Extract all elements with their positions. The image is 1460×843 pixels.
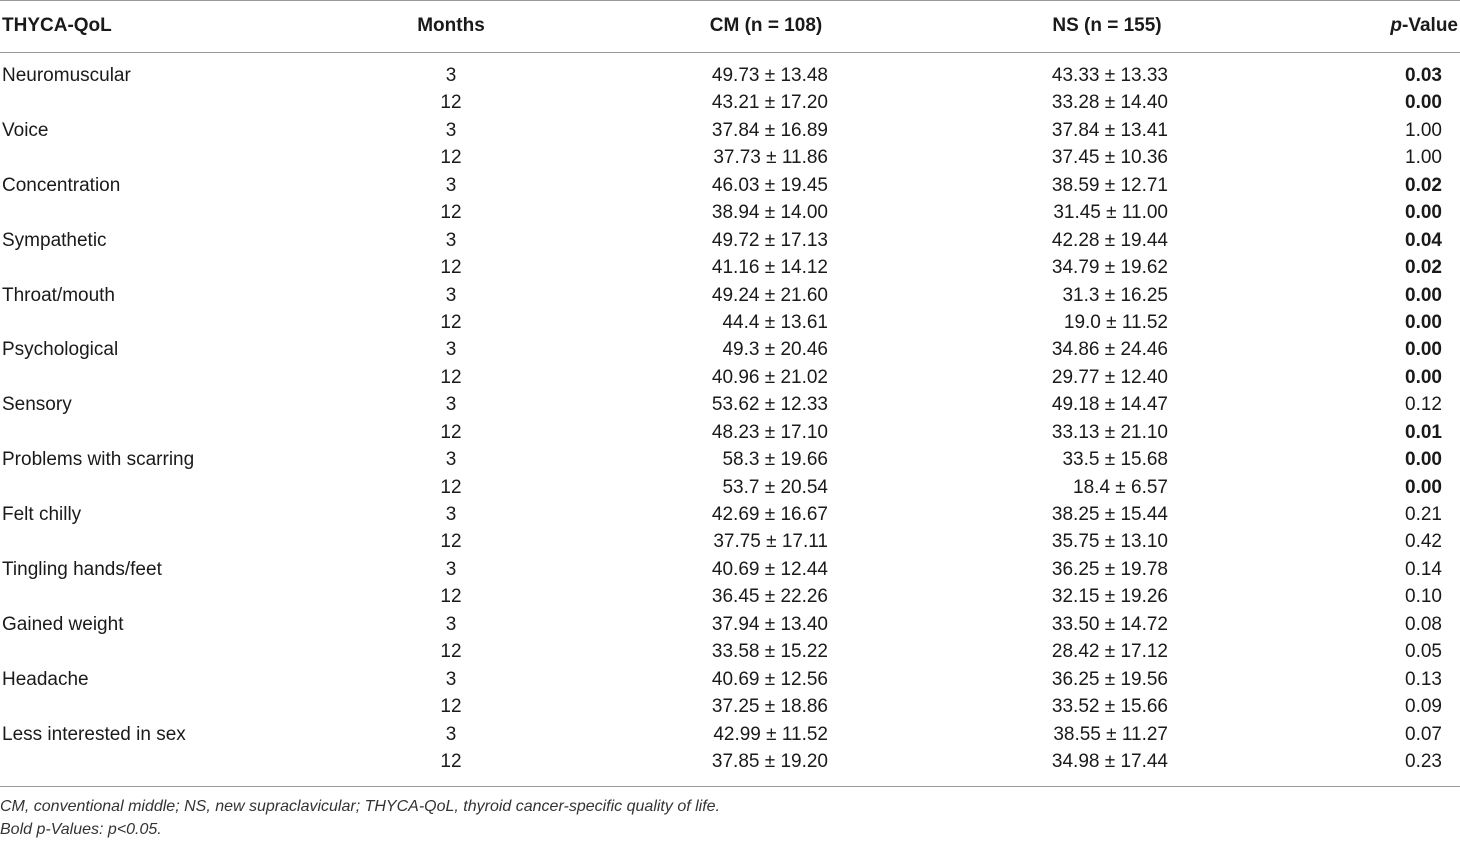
cell-ns: 38.55 ± 11.27	[1053, 723, 1168, 745]
cell-ns: 28.42 ± 17.12	[1051, 641, 1168, 663]
header-p-rest: -Value	[1402, 15, 1458, 36]
cell-cm: 33.58 ± 15.22	[711, 641, 828, 663]
cell-ns: 42.28 ± 19.44	[1051, 229, 1168, 251]
cell-cm: 37.75 ± 17.11	[713, 531, 828, 553]
cell-p-value: 0.03	[1405, 65, 1442, 86]
cell-p-value: 0.04	[1405, 229, 1442, 251]
cell-measure: Sympathetic	[2, 229, 107, 251]
cell-ns: 34.79 ± 19.62	[1051, 257, 1168, 279]
cell-p-value: 0.42	[1405, 531, 1442, 553]
cell-p-value: 0.00	[1405, 311, 1442, 333]
cell-cm: 38.94 ± 14.00	[711, 202, 828, 224]
cell-months: 12	[440, 531, 462, 553]
table-row	[0, 556, 1460, 583]
cell-months: 12	[440, 257, 462, 279]
cell-cm: 37.84 ± 16.89	[711, 119, 828, 141]
cell-months: 3	[445, 119, 457, 141]
cell-p-value: 1.00	[1405, 119, 1442, 141]
cell-p-value: 0.02	[1405, 174, 1442, 196]
table-row	[0, 446, 1460, 473]
cell-months: 3	[445, 339, 457, 361]
cell-measure: Psychological	[2, 339, 119, 361]
cell-months: 3	[445, 449, 457, 471]
cell-cm: 37.85 ± 19.20	[711, 750, 828, 772]
cell-cm: 42.99 ± 11.52	[713, 723, 828, 745]
cell-months: 3	[445, 229, 457, 251]
cell-ns: 34.86 ± 24.46	[1051, 339, 1168, 361]
cell-cm: 37.73 ± 11.86	[713, 147, 828, 169]
cell-p-value: 0.12	[1405, 394, 1442, 416]
cell-months: 3	[445, 668, 457, 690]
cell-cm: 49.73 ± 13.48	[711, 65, 828, 86]
cell-cm: 40.69 ± 12.56	[711, 668, 828, 690]
table-row	[0, 282, 1460, 309]
cell-cm: 53.62 ± 12.33	[711, 394, 828, 416]
cell-ns: 29.77 ± 12.40	[1051, 366, 1168, 388]
cell-measure: Concentration	[2, 174, 121, 196]
cell-p-value: 0.14	[1405, 558, 1442, 580]
table-row	[0, 528, 1460, 555]
cell-ns: 49.18 ± 14.47	[1051, 394, 1168, 416]
footnote-significance: Bold p-Values: p<0.05.	[0, 821, 162, 838]
cell-months: 12	[440, 366, 462, 388]
cell-p-value: 0.02	[1405, 257, 1442, 279]
cell-cm: 37.25 ± 18.86	[711, 696, 828, 718]
cell-months: 3	[445, 723, 457, 745]
table-row	[0, 501, 1460, 528]
cell-cm: 46.03 ± 19.45	[711, 174, 828, 196]
cell-ns: 33.52 ± 15.66	[1051, 696, 1168, 718]
cell-months: 12	[440, 147, 462, 169]
table-row	[0, 227, 1460, 254]
cell-months: 3	[445, 558, 457, 580]
cell-ns: 33.50 ± 14.72	[1051, 613, 1168, 635]
cell-cm: 36.45 ± 22.26	[711, 586, 828, 608]
cell-p-value: 0.00	[1405, 449, 1442, 471]
cell-months: 12	[440, 311, 462, 333]
table-row	[0, 117, 1460, 144]
cell-p-value: 0.00	[1405, 366, 1442, 388]
cell-cm: 49.24 ± 21.60	[711, 284, 828, 306]
table-header	[0, 0, 1460, 52]
cell-ns: 18.4 ± 6.57	[1073, 476, 1168, 498]
cell-cm: 41.16 ± 14.12	[711, 257, 828, 279]
table-row	[0, 364, 1460, 391]
cell-p-value: 0.10	[1405, 586, 1442, 608]
header-measure: THYCA-QoL	[2, 15, 112, 36]
table-row	[0, 89, 1460, 116]
table-header-rule	[0, 52, 1460, 53]
table-row	[0, 474, 1460, 501]
table-row	[0, 144, 1460, 171]
cell-p-value: 0.13	[1405, 668, 1442, 690]
table-row	[0, 693, 1460, 720]
cell-cm: 37.94 ± 13.40	[711, 613, 828, 635]
cell-measure: Voice	[2, 119, 49, 141]
cell-measure: Sensory	[2, 394, 72, 416]
cell-ns: 37.45 ± 10.36	[1051, 147, 1168, 169]
cell-months: 12	[440, 641, 462, 663]
header-months: Months	[417, 15, 485, 36]
cell-p-value: 0.07	[1405, 723, 1442, 745]
cell-cm: 49.72 ± 17.13	[711, 229, 828, 251]
table-row	[0, 638, 1460, 665]
cell-cm: 53.7 ± 20.54	[722, 476, 828, 498]
table-row	[0, 666, 1460, 693]
cell-p-value: 0.05	[1405, 641, 1442, 663]
header-ns-group: NS (n = 155)	[1052, 15, 1162, 36]
table-row	[0, 748, 1460, 775]
table-body	[0, 62, 1460, 775]
cell-months: 12	[440, 92, 462, 114]
cell-measure: Neuromuscular	[2, 65, 131, 86]
cell-ns: 33.5 ± 15.68	[1062, 449, 1168, 471]
cell-cm: 43.21 ± 17.20	[711, 92, 828, 114]
cell-ns: 37.84 ± 13.41	[1051, 119, 1168, 141]
header-cm-group: CM (n = 108)	[709, 15, 823, 36]
cell-measure: Less interested in sex	[2, 723, 186, 745]
cell-months: 3	[445, 504, 457, 525]
table-row	[0, 62, 1460, 89]
table-row	[0, 583, 1460, 610]
cell-measure: Felt chilly	[2, 504, 82, 525]
cell-cm: 40.69 ± 12.44	[711, 558, 828, 580]
cell-cm: 40.96 ± 21.02	[711, 366, 828, 388]
cell-ns: 34.98 ± 17.44	[1051, 750, 1168, 772]
table-row	[0, 254, 1460, 281]
cell-ns: 38.59 ± 12.71	[1051, 174, 1168, 196]
cell-months: 12	[440, 421, 462, 443]
cell-p-value: 0.21	[1405, 504, 1442, 525]
cell-p-value: 0.00	[1405, 339, 1442, 361]
header-p-value	[1390, 15, 1458, 37]
cell-months: 12	[440, 476, 462, 498]
table-row	[0, 172, 1460, 199]
cell-months: 3	[445, 284, 457, 306]
cell-ns: 43.33 ± 13.33	[1051, 65, 1168, 86]
cell-measure: Problems with scarring	[2, 449, 195, 471]
cell-measure: Tingling hands/feet	[2, 558, 162, 580]
table-row	[0, 419, 1460, 446]
cell-p-value: 1.00	[1405, 147, 1442, 169]
cell-p-value: 0.00	[1405, 92, 1442, 114]
cell-p-value: 0.00	[1405, 476, 1442, 498]
cell-p-value: 0.09	[1405, 696, 1442, 718]
cell-p-value: 0.23	[1405, 750, 1442, 772]
cell-ns: 19.0 ± 11.52	[1063, 311, 1168, 333]
cell-months: 3	[445, 613, 457, 635]
cell-p-value: 0.01	[1405, 421, 1442, 443]
cell-months: 12	[440, 202, 462, 224]
table-row	[0, 391, 1460, 418]
cell-ns: 31.45 ± 11.00	[1053, 202, 1168, 224]
cell-months: 3	[445, 174, 457, 196]
cell-months: 3	[445, 65, 457, 86]
cell-cm: 58.3 ± 19.66	[722, 449, 828, 471]
cell-measure: Throat/mouth	[2, 284, 115, 306]
cell-months: 3	[445, 394, 457, 416]
cell-ns: 36.25 ± 19.78	[1051, 558, 1168, 580]
cell-ns: 33.13 ± 21.10	[1051, 421, 1168, 443]
table-row	[0, 199, 1460, 226]
cell-ns: 33.28 ± 14.40	[1051, 92, 1168, 114]
header-p-italic: p	[1390, 15, 1403, 36]
cell-cm: 49.3 ± 20.46	[722, 339, 828, 361]
cell-p-value: 0.08	[1405, 613, 1442, 635]
table-row	[0, 721, 1460, 748]
cell-cm: 48.23 ± 17.10	[711, 421, 828, 443]
cell-months: 12	[440, 750, 462, 772]
cell-p-value: 0.00	[1405, 284, 1442, 306]
footnote-abbreviations: CM, conventional middle; NS, new supraclavicular; THYCA-QoL, thyroid cancer-specific quality of life.	[0, 798, 720, 815]
cell-cm: 42.69 ± 16.67	[711, 504, 828, 525]
cell-ns: 32.15 ± 19.26	[1051, 586, 1168, 608]
cell-months: 12	[440, 586, 462, 608]
cell-ns: 35.75 ± 13.10	[1051, 531, 1168, 553]
cell-ns: 38.25 ± 15.44	[1051, 504, 1168, 525]
table-row	[0, 611, 1460, 638]
table-row	[0, 309, 1460, 336]
table-bottom-rule	[0, 786, 1460, 787]
cell-measure: Headache	[2, 668, 89, 690]
cell-measure: Gained weight	[2, 613, 124, 635]
cell-months: 12	[440, 696, 462, 718]
cell-cm: 44.4 ± 13.61	[722, 311, 828, 333]
cell-ns: 36.25 ± 19.56	[1051, 668, 1168, 690]
cell-p-value: 0.00	[1405, 202, 1442, 224]
cell-ns: 31.3 ± 16.25	[1062, 284, 1168, 306]
table-row	[0, 336, 1460, 363]
